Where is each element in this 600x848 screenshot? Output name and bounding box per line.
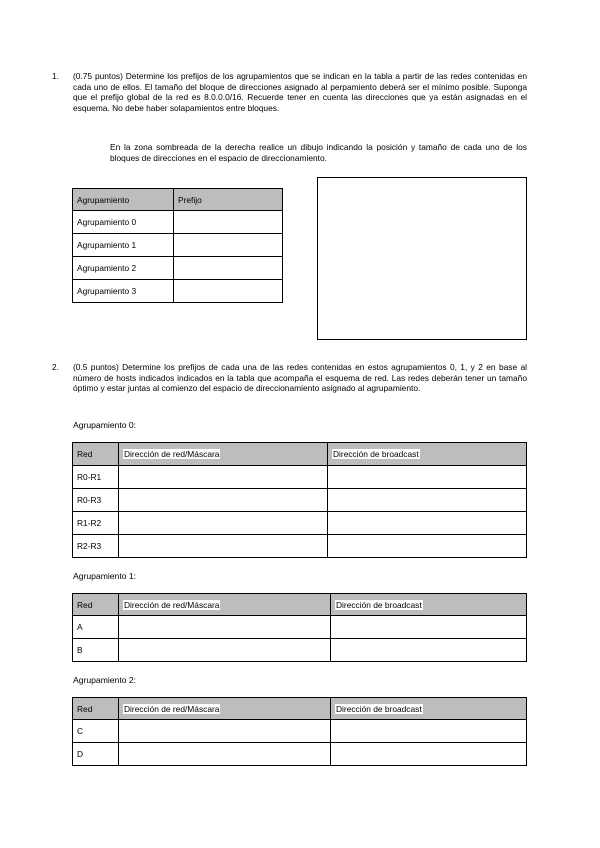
table-header-row: [73, 594, 527, 616]
grouping-prefix-table: [72, 188, 283, 303]
broadcast-cell[interactable]: [328, 489, 527, 512]
grouping-0-table: [72, 442, 527, 558]
table-row: [73, 489, 527, 512]
address-mask-cell[interactable]: [119, 512, 328, 535]
column-header-address-mask: Dirección de red/Máscara: [119, 443, 328, 466]
table-row: [73, 280, 283, 303]
grouping-name: Agrupamiento 2: [73, 257, 174, 280]
column-header-network: Red: [73, 594, 119, 616]
question-2-number: 2.: [52, 362, 59, 372]
grouping-0-label: Agrupamiento 0:: [73, 420, 137, 430]
broadcast-cell[interactable]: [331, 720, 527, 743]
network-name: R0-R1: [73, 466, 119, 489]
grouping-name: Agrupamiento 3: [73, 280, 174, 303]
drawing-area[interactable]: [317, 177, 527, 340]
network-name: R1-R2: [73, 512, 119, 535]
table-row: [73, 720, 527, 743]
grouping-1-label: Agrupamiento 1:: [73, 571, 137, 581]
grouping-name: Agrupamiento 1: [73, 234, 174, 257]
table-header-row: [73, 698, 527, 720]
broadcast-cell[interactable]: [328, 512, 527, 535]
table-row: [73, 257, 283, 280]
prefix-input-cell[interactable]: [174, 211, 283, 234]
broadcast-cell[interactable]: [328, 535, 527, 558]
network-name: R0-R3: [73, 489, 119, 512]
table-header-row: [73, 189, 283, 211]
network-name: B: [73, 639, 119, 662]
grouping-2-label: Agrupamiento 2:: [73, 675, 137, 685]
table-header-row: [73, 443, 527, 466]
grouping-1-table: [72, 593, 527, 662]
column-header-prefix: Prefijo: [174, 189, 283, 211]
prefix-input-cell[interactable]: [174, 280, 283, 303]
grouping-2-table: [72, 697, 527, 766]
broadcast-cell[interactable]: [328, 466, 527, 489]
column-header-broadcast: Dirección de broadcast: [331, 698, 527, 720]
question-1-instruction: En la zona sombreada de la derecha realice un dibujo indicando la posición y tamaño de cada uno de los bloques de direcciones en el espacio de direccionamiento.: [110, 142, 527, 163]
table-row: [73, 616, 527, 639]
table-row: [73, 466, 527, 489]
question-2-text: (0.5 puntos) Determine los prefijos de cada una de las redes contenidas en estos agrupamientos 0, 1, y 2 en base al número de hosts indicados indicados en la tabla que acompaña el esquema de red. Las redes deberán tener un tamaño óptimo y estar juntas al comienzo del espacio de direccionamiento asignado al agrupamiento.: [73, 362, 527, 394]
question-1-text: (0.75 puntos) Determine los prefijos de los agrupamientos que se indican en la tabla a partir de las redes contenidas en cada uno de ellos. El tamaño del bloque de direcciones asignado al perpamiento deberá ser el mínimo posible. Suponga que el prefijo global de la red es 8.0.0.0/16. Recuerde tener en cuenta las direcciones que ya están asignadas en el esquema. No debe haber solapamientos entre bloques.: [73, 71, 527, 113]
address-mask-cell[interactable]: [119, 535, 328, 558]
column-header-broadcast: Dirección de broadcast: [328, 443, 527, 466]
grouping-name: Agrupamiento 0: [73, 211, 174, 234]
table-row: [73, 639, 527, 662]
broadcast-cell[interactable]: [331, 616, 527, 639]
broadcast-cell[interactable]: [331, 639, 527, 662]
column-header-address-mask: Dirección de red/Máscara: [119, 594, 331, 616]
prefix-input-cell[interactable]: [174, 257, 283, 280]
table-row: [73, 535, 527, 558]
network-name: A: [73, 616, 119, 639]
column-header-network: Red: [73, 698, 119, 720]
address-mask-cell[interactable]: [119, 720, 331, 743]
address-mask-cell[interactable]: [119, 639, 331, 662]
column-header-network: Red: [73, 443, 119, 466]
network-name: D: [73, 743, 119, 766]
table-row: [73, 743, 527, 766]
prefix-input-cell[interactable]: [174, 234, 283, 257]
address-mask-cell[interactable]: [119, 489, 328, 512]
column-header-broadcast: Dirección de broadcast: [331, 594, 527, 616]
address-mask-cell[interactable]: [119, 466, 328, 489]
table-row: [73, 211, 283, 234]
column-header-grouping: Agrupamiento: [73, 189, 174, 211]
address-mask-cell[interactable]: [119, 616, 331, 639]
column-header-address-mask: Dirección de red/Máscara: [119, 698, 331, 720]
question-1-number: 1.: [52, 71, 59, 81]
network-name: R2-R3: [73, 535, 119, 558]
network-name: C: [73, 720, 119, 743]
table-row: [73, 512, 527, 535]
broadcast-cell[interactable]: [331, 743, 527, 766]
table-row: [73, 234, 283, 257]
address-mask-cell[interactable]: [119, 743, 331, 766]
